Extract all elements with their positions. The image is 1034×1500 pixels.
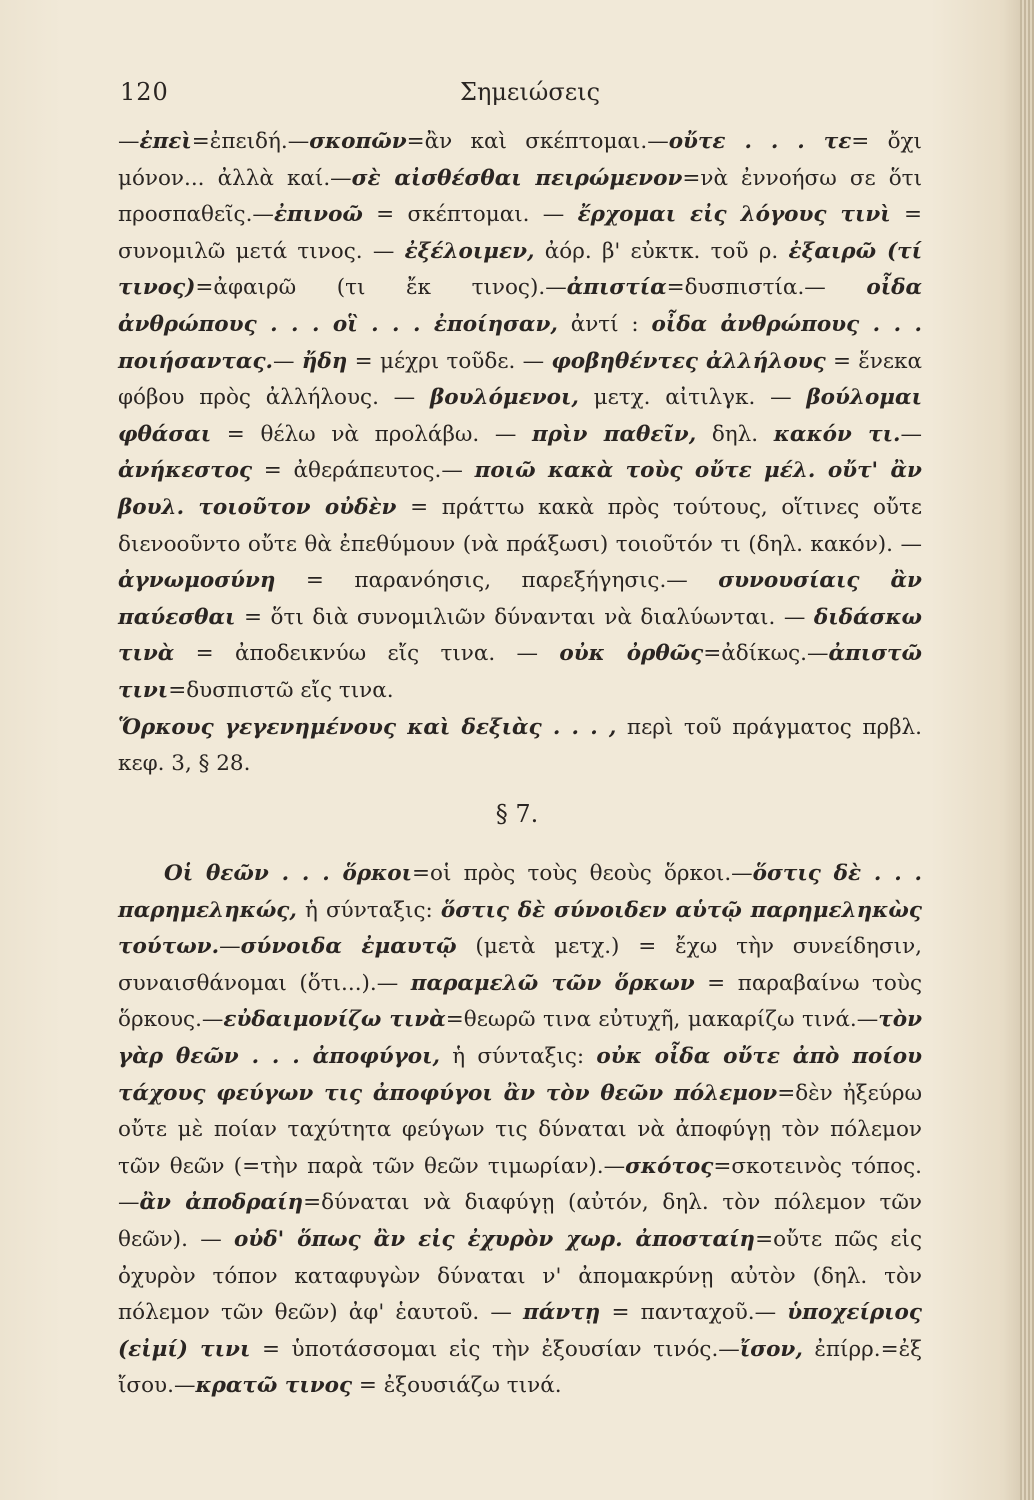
lemma-term: παραμελῶ τῶν ὅρκων (410, 970, 695, 996)
gloss-text: = ὄχι μόνον... ἀλλὰ καί.— (118, 129, 922, 191)
gloss-text: =οὔτε πῶς εἰς ὀχυρὸν τόπον καταφυγὼν δύναται ν' ἀπομακρύνῃ αὐτὸν (δηλ. τὸν πόλεμον τῶν θεῶν) ἀφ' ἑαυτοῦ. — (118, 1226, 923, 1326)
gloss-text: — (118, 129, 140, 154)
gloss-text: =δύναται νὰ διαφύγῃ (αὐτόν, δηλ. τὸν πόλεμον τῶν θεῶν). — (118, 1190, 923, 1252)
gloss-text: = ἐξουσιάζω τινά. (352, 1373, 562, 1399)
lemma-term: ἔρχομαι εἰς λόγους τινὶ (577, 202, 891, 228)
notes-block-2 (118, 856, 922, 1405)
paragraph-7-notes (118, 856, 922, 1405)
lemma-term: συνουσίαις ἂν παύεσθαι (118, 568, 922, 630)
lemma-term: σύνοιδα ἐμαυτῷ (240, 934, 457, 960)
gloss-text: = σκέπτομαι. — (362, 202, 578, 228)
lemma-term: φοβηθέντες ἀλλήλους (551, 348, 826, 374)
running-title: Σημειώσεις (459, 78, 601, 106)
lemma-term: Ὅρκους γεγενημένους καὶ δεξιὰς . . . , (118, 714, 617, 740)
gloss-text: ἀντί : (557, 311, 652, 337)
lemma-term: βουλόμενοι, (429, 385, 579, 411)
gloss-text: περὶ τοῦ πράγματος πρβλ. κεφ. 3, § 28. (118, 714, 922, 777)
lemma-term: ἐξέλοιμεν, (404, 238, 535, 264)
gloss-text: = παραβαίνω τοὺς ὅρκους.— (118, 970, 922, 1033)
gloss-text: =δυσπιστία.— (666, 275, 867, 301)
gloss-text: ἡ σύνταξις: (296, 897, 441, 923)
lemma-term: πρὶν παθεῖν, (532, 421, 697, 447)
gloss-text: (μετὰ μετχ.) = ἔχω τὴν συνείδησιν, συναισθάνομαι (ὅτι...).— (118, 934, 922, 996)
lemma-term: ἀπιστῶ τινι (118, 641, 922, 703)
gloss-text: =ἐπειδή.— (191, 129, 310, 154)
lemma-term: οἶδα ἀνθρώπους . . . οἳ . . . ἐποίησαν, (118, 275, 923, 337)
paragraph-6-notes (118, 124, 922, 710)
section-heading: § 7. (495, 800, 539, 828)
gloss-text: = μέχρι τοῦδε. — (347, 348, 552, 374)
lemma-term: ἐπεὶ (139, 129, 192, 154)
lemma-term: οὐκ ὀρθῶς (559, 641, 704, 667)
gloss-text: =ἀδίκως.— (703, 641, 829, 667)
gloss-text: = ἕνεκα φόβου πρὸς ἀλλήλους. — (118, 348, 922, 411)
lemma-term: βούλομαι φθάσαι (118, 385, 922, 447)
notes-block-1 (118, 124, 922, 783)
gloss-text: = ἀποδεικνύω εἴς τινα. — (174, 641, 560, 667)
lemma-term: ποιῶ κακὰ τοὺς οὔτε μέλ. οὔτ' ἂν βουλ. τοιοῦτον οὐδὲν (118, 458, 922, 520)
gloss-text: δηλ. (696, 421, 774, 447)
lemma-term: πάντῃ (523, 1300, 601, 1326)
lemma-term: εὐδαιμονίζω τινὰ (223, 1007, 446, 1033)
lemma-term: ὑποχείριος (εἰμί) τινι (118, 1300, 922, 1362)
lemma-term: ὅστις δὲ σύνοιδεν αὑτῷ παρημεληκὼς τούτων. (118, 897, 922, 960)
gloss-text: =οἱ πρὸς τοὺς θεοὺς ὅρκοι.— (412, 861, 753, 886)
lemma-term: οὐδ' ὅπως ἂν εἰς ἐχυρὸν χωρ. ἀποσταίη (233, 1226, 756, 1252)
lemma-term: ἂν ἀποδραίη (139, 1190, 304, 1216)
gloss-text: — (900, 421, 922, 447)
paragraph-oaths-reference (118, 710, 922, 783)
lemma-term: Οἱ θεῶν . . . ὅρκοι (164, 861, 413, 886)
lemma-term: οὐκ οἶδα οὔτε ἀπὸ ποίου τάχους φεύγων τις ἀποφύγοι ἂν τὸν θεῶν πόλεμον (118, 1043, 922, 1106)
gloss-text: = ἀθεράπευτος.— (252, 458, 475, 484)
gloss-text: = θέλω νὰ προλάβω. — (211, 421, 533, 447)
gloss-text: — (273, 348, 302, 374)
gloss-text: =δυσπιστῶ εἴς τινα. (168, 677, 394, 703)
lemma-term: ὅστις δὲ . . . παρημεληκώς, (118, 861, 922, 923)
lemma-term: κακόν τι. (773, 421, 901, 447)
page-number: 120 (120, 78, 169, 106)
gloss-text: = ὅτι διὰ συνομιλιῶν δύνανται νὰ διαλύωνται. — (235, 604, 814, 630)
gloss-text: ἀόρ. β' εὐκτκ. τοῦ ρ. (534, 238, 789, 264)
lemma-term: κρατῶ τινος (195, 1373, 353, 1399)
lemma-term: τὸν γὰρ θεῶν . . . ἀποφύγοι, (118, 1007, 922, 1069)
gloss-text: ἐπίρρ.=ἐξ ἴσου.— (118, 1336, 922, 1399)
gloss-text: μετχ. αἰτιλγκ. — (578, 385, 807, 411)
lemma-term: ἐξαιρῶ (τί τινος) (118, 238, 922, 301)
lemma-term: ἀνήκεστος (118, 458, 253, 484)
lemma-term: ἀπιστία (566, 275, 667, 301)
gloss-text: =σκοτεινὸς τόπος.— (118, 1153, 922, 1216)
lemma-term: σκότος (625, 1153, 714, 1179)
gloss-text: =ἂν καὶ σκέπτομαι.— (406, 129, 669, 154)
gloss-text: = πράττω κακὰ πρὸς τούτους, οἵτινες οὔτε διενοοῦντο οὔτε θὰ ἐπεθύμουν (νὰ πράξωσι) τοιοῦτόν τι (δηλ. κακόν). — (118, 494, 922, 557)
lemma-term: διδάσκω τινὰ (118, 604, 922, 667)
lemma-term: οὔτε . . . τε (668, 129, 852, 154)
gloss-text: =δὲν ἠξεύρω οὔτε μὲ ποίαν ταχύτητα φεύγων τις δύναται νὰ ἀποφύγῃ τὸν πόλεμον τῶν θεῶν (=τὴν παρὰ τῶν θεῶν τιμωρίαν).— (118, 1080, 922, 1179)
gloss-text: = παρανόησις, παρεξήγησις.— (275, 568, 719, 594)
lemma-term: σὲ αἰσθέσθαι πειρώμενον (351, 165, 683, 191)
lemma-term: ἤδη (301, 348, 348, 374)
lemma-term: ἀγνωμοσύνη (118, 568, 276, 594)
gloss-text: =ἀφαιρῶ (τι ἔκ τινος).— (195, 275, 567, 301)
lemma-term: σκοπῶν (309, 129, 407, 154)
gloss-text: = πανταχοῦ.— (600, 1300, 788, 1326)
page-header (120, 78, 940, 114)
gloss-text: = συνομιλῶ μετά τινος. — (118, 202, 922, 264)
lemma-term: ἐπινοῶ (273, 202, 363, 228)
page-edge (1020, 0, 1034, 1500)
lemma-term: ἴσον, (739, 1336, 803, 1362)
gloss-text: =θεωρῶ τινα εὐτυχῆ, μακαρίζω τινά.— (445, 1007, 879, 1033)
gloss-text: = ὑποτάσσομαι εἰς τὴν ἐξουσίαν τινός.— (250, 1336, 740, 1362)
gloss-text: — (219, 934, 241, 960)
lemma-term: οἶδα ἀνθρώπους . . . ποιήσαντας. (118, 311, 922, 374)
gloss-text: =νὰ ἐννοήσω σε ὅτι προσπαθεῖς.— (118, 165, 922, 228)
gloss-text: ἡ σύνταξις: (440, 1043, 597, 1069)
